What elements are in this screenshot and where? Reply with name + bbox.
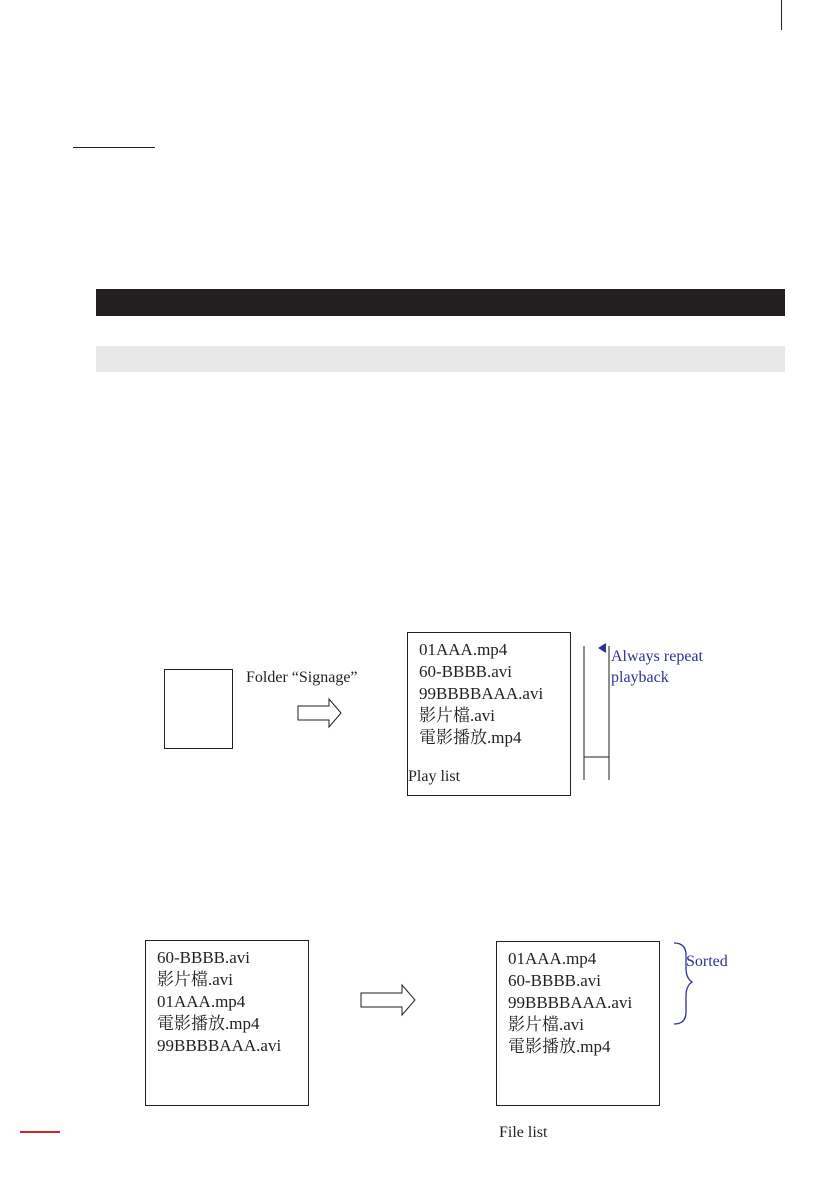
list-item: 99BBBBAAA.avi — [419, 684, 544, 703]
list-item: 影片檔.avi — [157, 970, 234, 989]
list-item: 電影播放.mp4 — [419, 728, 522, 747]
sorted-list-box — [496, 941, 660, 1106]
sorted-label: Sorted — [686, 953, 728, 970]
unsorted-list-box — [145, 940, 309, 1106]
playlist-caption: Play list — [408, 768, 461, 785]
hollow-arrow-icon — [298, 699, 341, 727]
list-item: 99BBBBAAA.avi — [157, 1036, 282, 1055]
list-item: 01AAA.mp4 — [157, 992, 246, 1011]
folder-label: Folder “Signage” — [246, 669, 358, 686]
playlist-box — [407, 632, 571, 796]
list-item: 電影播放.mp4 — [157, 1014, 260, 1033]
repeat-note-line1: Always repeat — [611, 648, 703, 665]
folder-box — [164, 669, 233, 749]
list-item: 影片檔.avi — [419, 706, 496, 725]
list-item: 影片檔.avi — [508, 1015, 585, 1034]
list-item: 60-BBBB.avi — [157, 948, 251, 967]
hollow-arrow-icon — [361, 985, 415, 1015]
list-item: 60-BBBB.avi — [419, 662, 513, 681]
list-item: 電影播放.mp4 — [508, 1037, 611, 1056]
loop-arrow-icon — [598, 643, 606, 653]
list-item: 01AAA.mp4 — [508, 949, 597, 968]
list-item: 01AAA.mp4 — [419, 640, 508, 659]
list-item: 99BBBBAAA.avi — [508, 993, 633, 1012]
file-list-caption: File list — [499, 1124, 548, 1141]
repeat-note-line2: playback — [611, 669, 669, 686]
list-item: 60-BBBB.avi — [508, 971, 602, 990]
